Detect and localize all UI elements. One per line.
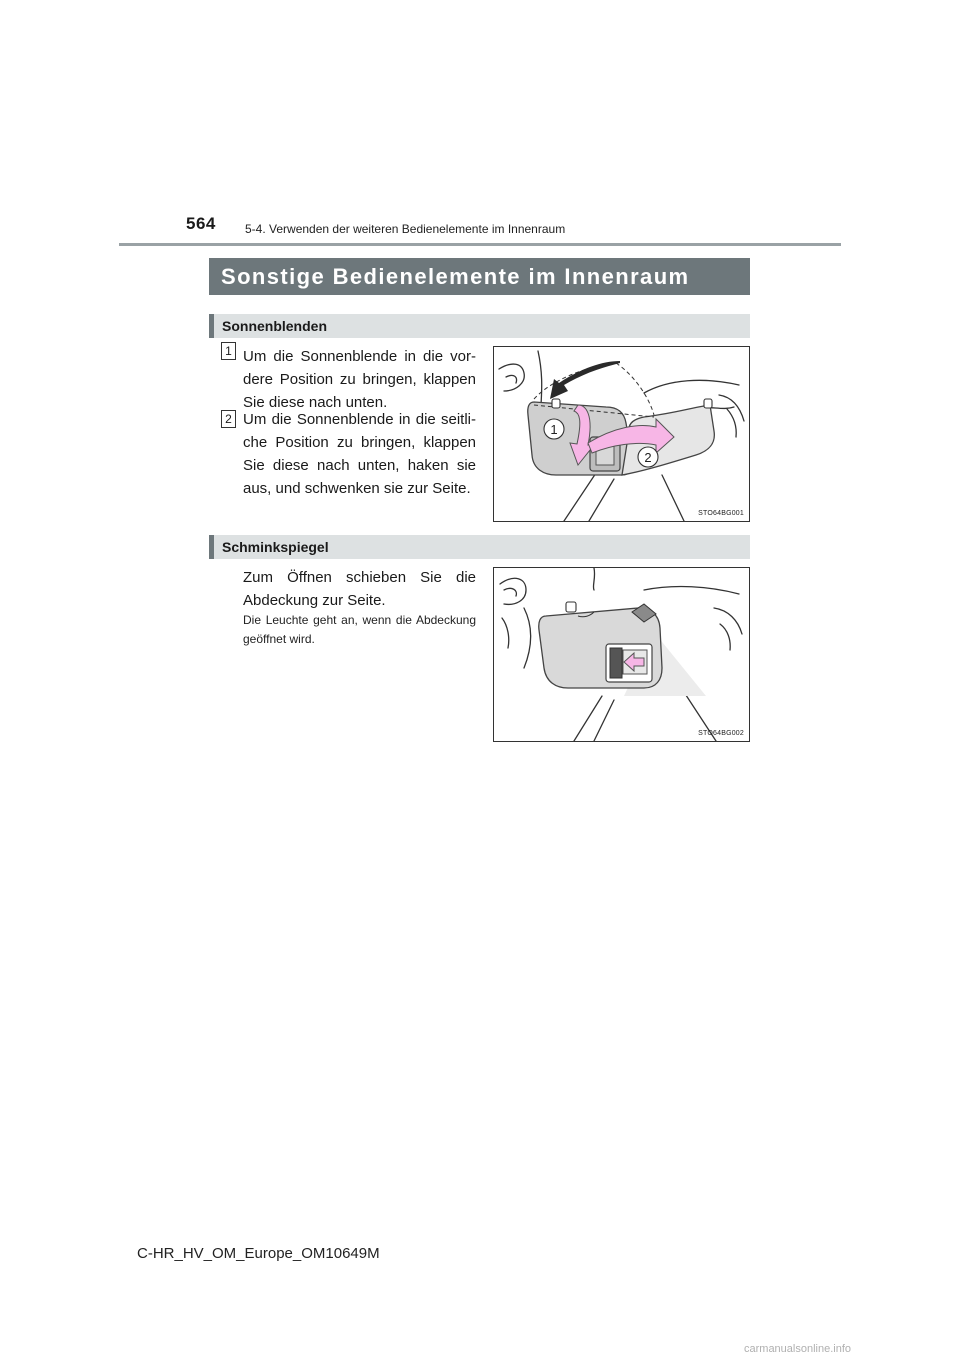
watermark: carmanualsonline.info bbox=[744, 1343, 852, 1355]
step-badge-2: 2 bbox=[221, 410, 236, 428]
callout-1: 1 bbox=[550, 422, 558, 437]
figure-code: STO64BG001 bbox=[698, 510, 744, 517]
subheading-sonnenblenden bbox=[209, 314, 750, 338]
figure-code: STO64BG002 bbox=[698, 730, 744, 737]
step-badge-1: 1 bbox=[221, 342, 236, 360]
mirror-note: Die Leuchte geht an, wenn die Abdeckung geöffnet wird. bbox=[243, 613, 476, 646]
vanity-mirror-illustration bbox=[493, 567, 750, 742]
page-number: 564 bbox=[186, 214, 216, 233]
footer-doc-code: C-HR_HV_OM_Europe_OM10649M bbox=[137, 1245, 380, 1262]
subheading-schminkspiegel bbox=[209, 535, 750, 559]
subheading-label: Schminkspiegel bbox=[222, 539, 329, 555]
header-rule bbox=[119, 243, 841, 246]
mirror-instruction: Zum Öffnen schieben Sie die Abdeckung zur Seite. bbox=[243, 569, 476, 609]
running-head: 5-4. Verwenden der weiteren Bedienelemente im Innenraum bbox=[245, 222, 566, 236]
sun-visor-drawing bbox=[494, 347, 749, 521]
subheading-label: Sonnenblenden bbox=[222, 318, 327, 334]
section-title: Sonstige Bedienelemente im Innenraum bbox=[209, 258, 750, 295]
sun-visor-illustration bbox=[493, 346, 750, 522]
vanity-mirror-drawing bbox=[494, 568, 749, 741]
step-text-1: Um die Sonnenblende in die vordere Position zu bringen, klappen Sie diese nach unten. bbox=[243, 348, 476, 411]
callout-2: 2 bbox=[644, 450, 652, 465]
step-text-2: Um die Sonnenblende in die seitliche Position zu bringen, klappen Sie diese nach unten, haken sie aus, und schwenken sie zur Seite. bbox=[243, 411, 476, 497]
